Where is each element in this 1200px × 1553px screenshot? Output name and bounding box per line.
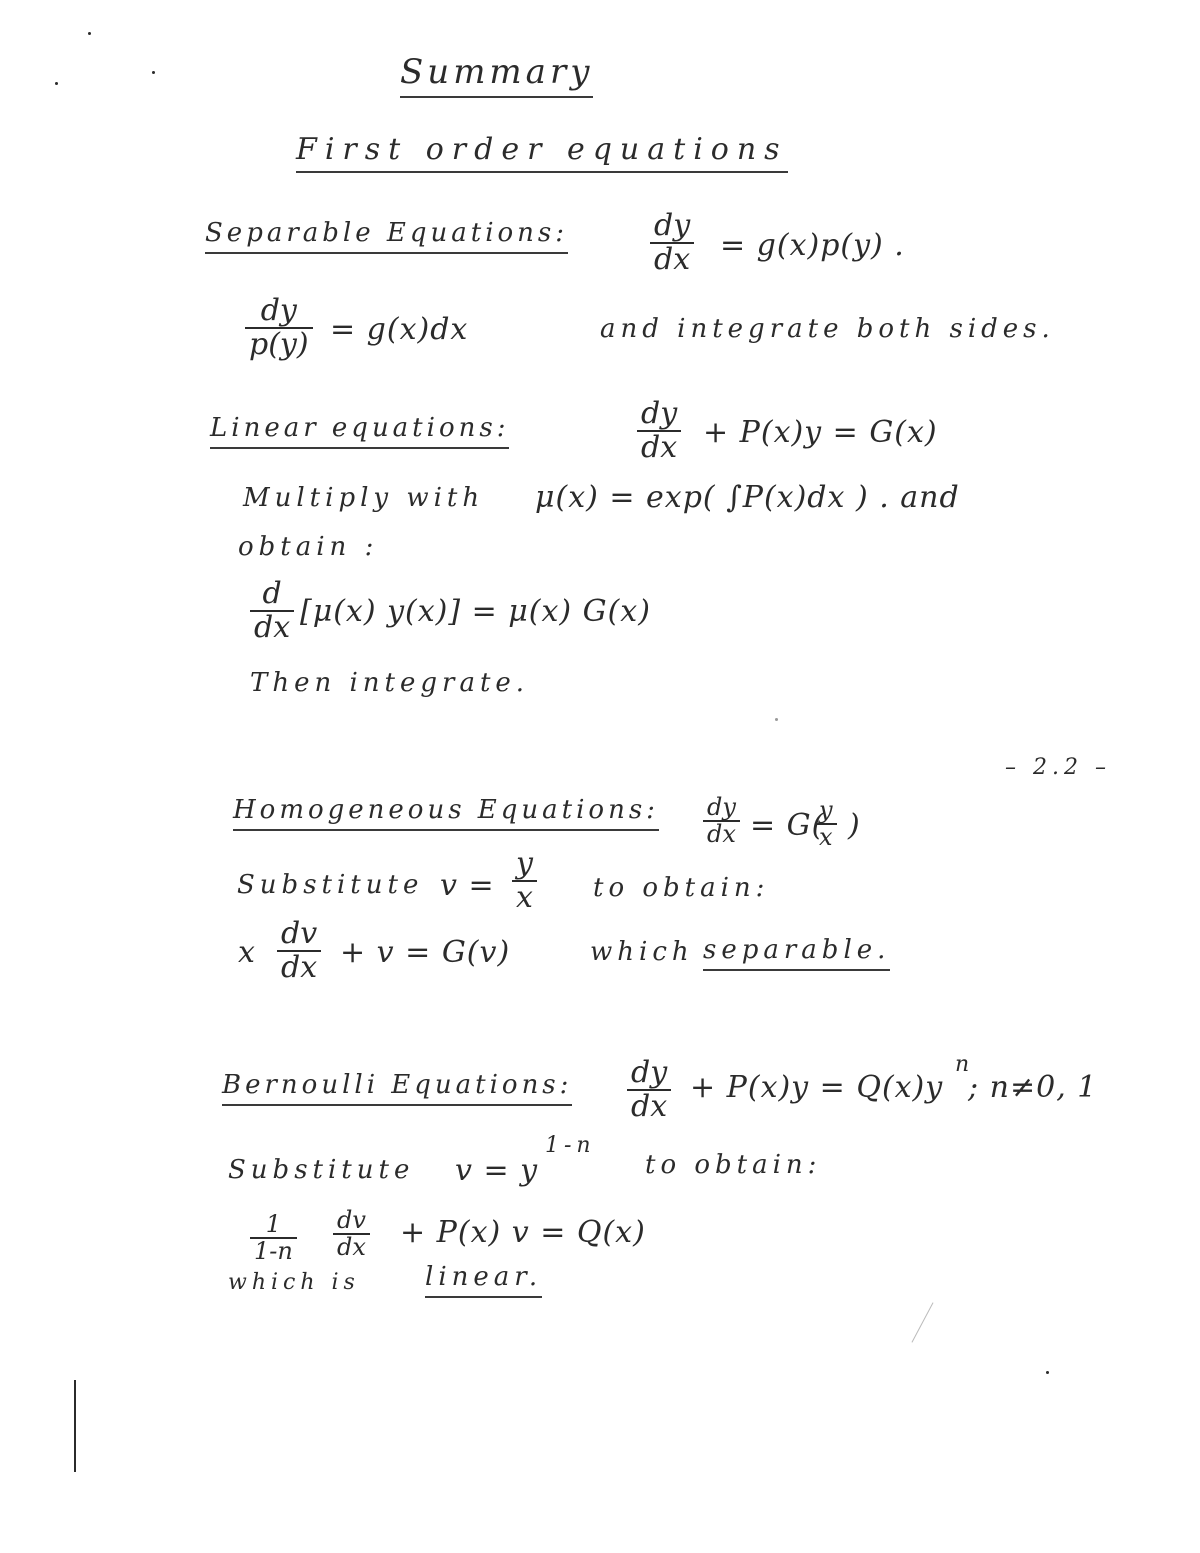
bernoulli-which-is: which is (228, 1270, 360, 1295)
fraction-numerator: y (819, 796, 833, 824)
bernoulli-coefficient (250, 1212, 297, 1264)
homogeneous-rhs-open: = G( (750, 808, 825, 843)
fraction-numerator: dv (281, 916, 318, 951)
separable-step-rhs: = g(x)dx (330, 312, 469, 347)
fraction-denominator: 1-n (254, 1237, 293, 1266)
fraction-denominator: dx (281, 949, 318, 985)
scan-margin-line (74, 1380, 76, 1472)
fraction-denominator: dx (631, 1088, 668, 1124)
fraction-denominator: x (819, 823, 833, 852)
page-subtitle: First order equations (296, 132, 788, 173)
homogeneous-to-obtain: to obtain: (593, 873, 770, 903)
fraction-denominator: dx (654, 241, 691, 277)
linear-then-text: Then integrate. (250, 668, 530, 698)
fraction-numerator: dy (641, 396, 678, 431)
linear-derivative (637, 398, 681, 463)
homogeneous-heading: Homogeneous Equations: (233, 795, 659, 831)
bernoulli-step-rhs: + P(x) v = Q(x) (400, 1215, 646, 1250)
bernoulli-exponent-n: n (955, 1052, 975, 1077)
separable-heading: Separable Equations: (205, 218, 568, 254)
separable-derivative (650, 210, 694, 275)
homogeneous-dv-dx (277, 918, 321, 983)
bernoulli-condition: ; n≠0, 1 (968, 1070, 1098, 1105)
scan-speck (775, 718, 778, 721)
fraction-denominator: dx (707, 820, 736, 849)
linear-multiply-text: Multiply with (243, 483, 485, 513)
fraction-denominator: x (516, 879, 533, 915)
separable-step-fraction (245, 295, 313, 360)
scan-stroke (911, 1302, 933, 1342)
homogeneous-v-equals: v = (440, 868, 495, 903)
bernoulli-exponent: 1-n (545, 1133, 596, 1158)
scan-speck (152, 71, 155, 74)
fraction-denominator: dx (641, 429, 678, 465)
fraction-numerator: d (262, 576, 282, 611)
fraction-denominator: p(y) (249, 326, 309, 362)
fraction-numerator: 1 (265, 1210, 282, 1238)
scan-speck (1046, 1371, 1049, 1374)
bernoulli-to-obtain: to obtain: (645, 1150, 822, 1180)
bernoulli-dv-dx (333, 1208, 370, 1260)
scan-speck (88, 32, 91, 35)
fraction-numerator: dy (654, 208, 691, 243)
bernoulli-derivative (627, 1057, 671, 1122)
linear-rhs: + P(x)y = G(x) (703, 415, 938, 450)
bernoulli-linear: linear. (425, 1262, 542, 1298)
linear-integrating-factor: μ(x) = exp( ∫P(x)dx ) . and (535, 480, 960, 515)
homogeneous-substitute-text: Substitute (237, 870, 424, 900)
linear-heading: Linear equations: (210, 413, 509, 449)
homogeneous-v-fraction (512, 848, 537, 913)
bernoulli-substitute-text: Substitute (228, 1155, 415, 1185)
linear-d-operator (250, 578, 294, 643)
page-number: – 2.2 – (1005, 755, 1111, 780)
page-title: Summary (400, 52, 593, 98)
fraction-numerator: dy (707, 793, 736, 821)
separable-rhs: = g(x)p(y) . (720, 228, 905, 263)
fraction-numerator: dy (260, 293, 297, 328)
fraction-numerator: dy (631, 1055, 668, 1090)
homogeneous-which: which (590, 937, 694, 967)
homogeneous-separable: separable. (703, 935, 890, 971)
scan-speck (55, 82, 58, 85)
homogeneous-ratio (815, 798, 837, 850)
linear-step-equation: [μ(x) y(x)] = μ(x) G(x) (300, 594, 651, 629)
linear-obtain-text: obtain : (238, 532, 379, 562)
fraction-denominator: dx (337, 1233, 366, 1262)
fraction-denominator: dx (254, 609, 291, 645)
separable-step-note: and integrate both sides. (600, 314, 1055, 344)
bernoulli-heading: Bernoulli Equations: (222, 1070, 572, 1106)
fraction-numerator: y (516, 846, 533, 881)
bernoulli-v-equals: v = y (455, 1153, 539, 1188)
fraction-numerator: dv (337, 1206, 366, 1234)
homogeneous-derivative (703, 795, 740, 847)
homogeneous-step-rhs: + v = G(v) (340, 935, 511, 970)
bernoulli-rhs: + P(x)y = Q(x)y (690, 1070, 944, 1105)
homogeneous-x: x (238, 935, 256, 970)
homogeneous-rhs-close: ) (848, 808, 861, 843)
